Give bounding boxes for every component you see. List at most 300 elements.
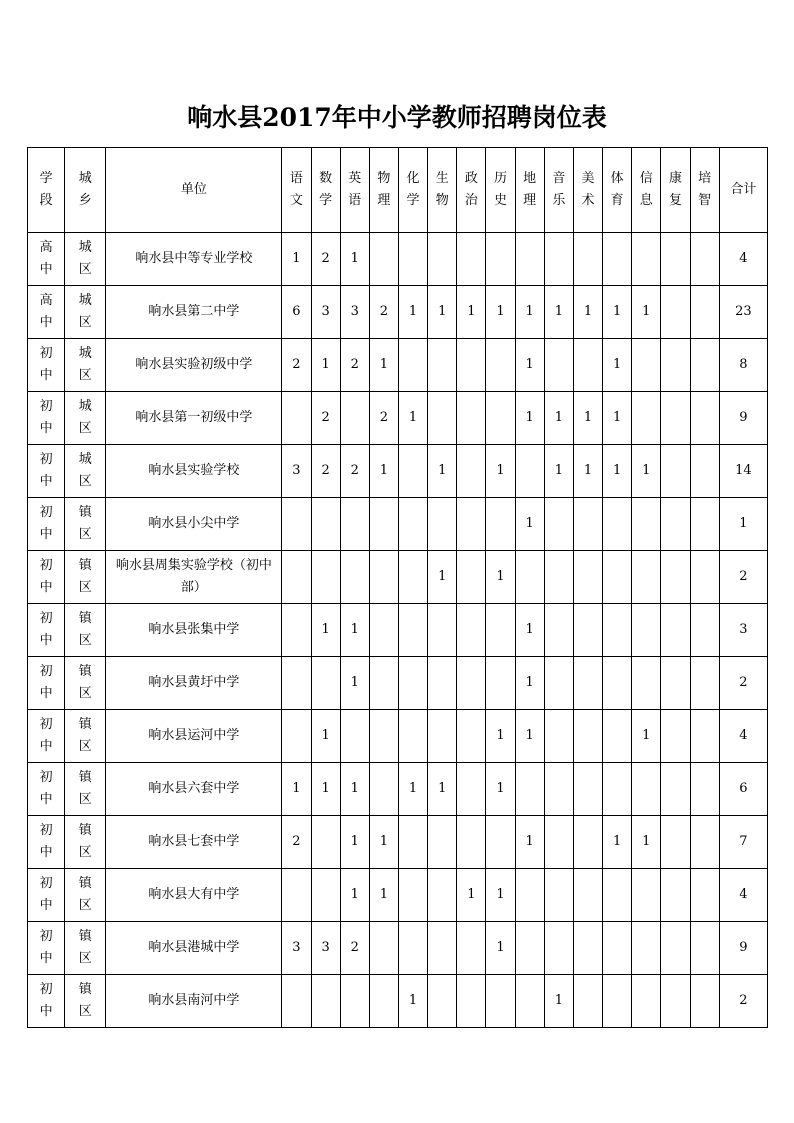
table-row: [28, 233, 768, 286]
table-cell: [428, 392, 457, 445]
table-cell: 初中: [28, 975, 65, 1028]
column-header: 语文: [282, 148, 311, 233]
table-cell: [282, 975, 311, 1028]
table-cell: [690, 445, 719, 498]
table-cell: 城区: [65, 339, 106, 392]
table-cell: 1: [282, 233, 311, 286]
table-cell: 3: [340, 286, 369, 339]
table-cell: [515, 233, 544, 286]
table-cell: [632, 392, 661, 445]
table-cell: 1: [603, 445, 632, 498]
unit-cell: 响水县七套中学: [106, 816, 282, 869]
table-cell: 初中: [28, 922, 65, 975]
unit-cell: 响水县第一初级中学: [106, 392, 282, 445]
table-cell: 初中: [28, 551, 65, 604]
table-cell: [544, 498, 573, 551]
table-row: [28, 657, 768, 710]
table-cell: 初中: [28, 498, 65, 551]
table-cell: [282, 604, 311, 657]
table-cell: 1: [603, 392, 632, 445]
table-cell: [603, 233, 632, 286]
table-cell: 1: [340, 657, 369, 710]
table-cell: [398, 710, 427, 763]
table-cell: [573, 816, 602, 869]
table-cell: [573, 763, 602, 816]
table-cell: [311, 551, 340, 604]
table-cell: [632, 233, 661, 286]
table-cell: 1: [428, 445, 457, 498]
table-cell: 1: [340, 233, 369, 286]
table-cell: [661, 922, 690, 975]
column-header: 美术: [573, 148, 602, 233]
table-cell: 1: [573, 392, 602, 445]
table-cell: [661, 498, 690, 551]
table-cell: [340, 710, 369, 763]
unit-cell: 响水县大有中学: [106, 869, 282, 922]
table-cell: [457, 975, 486, 1028]
table-cell: [398, 922, 427, 975]
table-cell: 初中: [28, 816, 65, 869]
table-cell: 高中: [28, 233, 65, 286]
table-cell: 城区: [65, 445, 106, 498]
table-cell: 镇区: [65, 604, 106, 657]
table-cell: [632, 922, 661, 975]
table-cell: [573, 498, 602, 551]
table-cell: 1: [486, 763, 515, 816]
table-cell: [457, 445, 486, 498]
table-cell: [457, 657, 486, 710]
table-cell: 1: [486, 710, 515, 763]
table-row: [28, 286, 768, 339]
table-cell: 1: [632, 286, 661, 339]
table-cell: [573, 922, 602, 975]
table-row: [28, 816, 768, 869]
table-cell: 1: [632, 445, 661, 498]
table-cell: 2: [311, 392, 340, 445]
unit-cell: 响水县黄圩中学: [106, 657, 282, 710]
table-cell: [369, 922, 398, 975]
unit-cell: 响水县南河中学: [106, 975, 282, 1028]
table-cell: [515, 975, 544, 1028]
table-cell: [428, 710, 457, 763]
table-cell: [661, 339, 690, 392]
table-cell: 2: [369, 286, 398, 339]
table-cell: [369, 763, 398, 816]
table-cell: [398, 816, 427, 869]
table-cell: 8: [719, 339, 767, 392]
table-cell: [398, 233, 427, 286]
table-cell: 2: [311, 445, 340, 498]
unit-cell: 响水县张集中学: [106, 604, 282, 657]
table-cell: [457, 339, 486, 392]
table-cell: 1: [369, 339, 398, 392]
table-cell: [544, 657, 573, 710]
table-cell: [690, 710, 719, 763]
table-cell: [690, 551, 719, 604]
table-row: [28, 604, 768, 657]
table-cell: [661, 604, 690, 657]
table-cell: [457, 551, 486, 604]
table-cell: 1: [486, 922, 515, 975]
table-cell: [661, 975, 690, 1028]
table-cell: [661, 551, 690, 604]
table-cell: 1: [603, 816, 632, 869]
table-cell: [544, 922, 573, 975]
table-cell: 7: [719, 816, 767, 869]
table-cell: [369, 604, 398, 657]
table-cell: [515, 763, 544, 816]
table-cell: 1: [311, 604, 340, 657]
table-cell: [486, 975, 515, 1028]
table-cell: [544, 869, 573, 922]
table-cell: [690, 975, 719, 1028]
column-header: 单位: [106, 148, 282, 233]
table-cell: [457, 710, 486, 763]
table-cell: 城区: [65, 392, 106, 445]
table-cell: [340, 551, 369, 604]
table-cell: [428, 498, 457, 551]
table-cell: [457, 816, 486, 869]
table-cell: 2: [719, 551, 767, 604]
table-cell: 城区: [65, 233, 106, 286]
table-cell: 2: [282, 816, 311, 869]
table-cell: [632, 657, 661, 710]
table-cell: [690, 763, 719, 816]
table-cell: [632, 551, 661, 604]
table-cell: [690, 498, 719, 551]
table-cell: 1: [398, 286, 427, 339]
column-header: 学段: [28, 148, 65, 233]
table-cell: 镇区: [65, 816, 106, 869]
table-cell: 23: [719, 286, 767, 339]
table-cell: 2: [340, 445, 369, 498]
table-cell: [544, 763, 573, 816]
unit-cell: 响水县实验初级中学: [106, 339, 282, 392]
table-cell: [544, 604, 573, 657]
unit-cell: 响水县周集实验学校（初中部）: [106, 551, 282, 604]
column-header: 化学: [398, 148, 427, 233]
table-cell: 1: [486, 445, 515, 498]
header-row: [28, 148, 768, 233]
table-cell: [573, 710, 602, 763]
table-cell: [661, 392, 690, 445]
column-header: 培智: [690, 148, 719, 233]
table-cell: [311, 816, 340, 869]
unit-cell: 响水县第二中学: [106, 286, 282, 339]
table-row: [28, 975, 768, 1028]
table-cell: 1: [573, 445, 602, 498]
table-cell: [486, 233, 515, 286]
table-cell: 2: [719, 657, 767, 710]
table-cell: [661, 233, 690, 286]
table-cell: 镇区: [65, 922, 106, 975]
table-cell: [428, 816, 457, 869]
unit-cell: 响水县中等专业学校: [106, 233, 282, 286]
table-cell: 3: [282, 922, 311, 975]
table-cell: [282, 551, 311, 604]
table-cell: [398, 498, 427, 551]
table-cell: [398, 604, 427, 657]
table-cell: 初中: [28, 392, 65, 445]
table-cell: [369, 710, 398, 763]
unit-cell: 响水县港城中学: [106, 922, 282, 975]
table-cell: 1: [515, 710, 544, 763]
column-header: 生物: [428, 148, 457, 233]
table-cell: [690, 286, 719, 339]
table-cell: 1: [369, 869, 398, 922]
table-cell: [690, 869, 719, 922]
table-cell: [603, 657, 632, 710]
table-cell: [398, 445, 427, 498]
column-header: 体育: [603, 148, 632, 233]
table-cell: 高中: [28, 286, 65, 339]
table-cell: 1: [632, 816, 661, 869]
table-cell: 1: [632, 710, 661, 763]
table-cell: [428, 233, 457, 286]
table-cell: 14: [719, 445, 767, 498]
table-cell: [661, 869, 690, 922]
table-row: [28, 392, 768, 445]
table-cell: 1: [603, 339, 632, 392]
table-cell: 镇区: [65, 498, 106, 551]
table-cell: 1: [398, 763, 427, 816]
table-cell: [661, 763, 690, 816]
column-header: 地理: [515, 148, 544, 233]
table-cell: [311, 657, 340, 710]
table-cell: [369, 233, 398, 286]
table-cell: [428, 604, 457, 657]
table-cell: [515, 869, 544, 922]
table-cell: 初中: [28, 869, 65, 922]
table-cell: 1: [457, 869, 486, 922]
column-header: 英语: [340, 148, 369, 233]
table-cell: [515, 922, 544, 975]
table-cell: 镇区: [65, 657, 106, 710]
table-cell: 1: [282, 763, 311, 816]
table-cell: [282, 710, 311, 763]
table-row: [28, 445, 768, 498]
table-cell: [632, 339, 661, 392]
table-cell: [661, 816, 690, 869]
table-cell: 3: [719, 604, 767, 657]
table-cell: 1: [428, 286, 457, 339]
table-cell: 6: [719, 763, 767, 816]
table-cell: [398, 657, 427, 710]
table-cell: [457, 763, 486, 816]
table-cell: [573, 233, 602, 286]
table-cell: 1: [369, 445, 398, 498]
table-cell: 1: [486, 551, 515, 604]
table-cell: [632, 498, 661, 551]
table-cell: 镇区: [65, 975, 106, 1028]
table-cell: 初中: [28, 710, 65, 763]
table-cell: [486, 657, 515, 710]
table-cell: 1: [428, 763, 457, 816]
table-cell: 1: [515, 604, 544, 657]
table-cell: [311, 975, 340, 1028]
unit-cell: 响水县小尖中学: [106, 498, 282, 551]
table-row: [28, 498, 768, 551]
table-cell: [457, 233, 486, 286]
table-cell: [690, 339, 719, 392]
table-cell: 2: [282, 339, 311, 392]
table-cell: 6: [282, 286, 311, 339]
table-cell: [603, 551, 632, 604]
table-cell: [428, 339, 457, 392]
table-cell: 1: [398, 392, 427, 445]
table-cell: [690, 233, 719, 286]
table-row: [28, 551, 768, 604]
table-cell: [369, 498, 398, 551]
table-cell: [428, 657, 457, 710]
table-cell: [428, 869, 457, 922]
table-cell: [311, 498, 340, 551]
table-cell: [603, 604, 632, 657]
table-cell: [632, 763, 661, 816]
table-cell: [457, 604, 486, 657]
table-row: [28, 922, 768, 975]
table-cell: [690, 604, 719, 657]
table-cell: 1: [515, 286, 544, 339]
table-cell: [544, 233, 573, 286]
table-cell: 初中: [28, 339, 65, 392]
column-header: 城乡: [65, 148, 106, 233]
table-cell: 1: [544, 975, 573, 1028]
table-body: [28, 233, 768, 1028]
table-row: [28, 869, 768, 922]
table-cell: 1: [311, 710, 340, 763]
table-cell: 1: [515, 498, 544, 551]
column-header: 物理: [369, 148, 398, 233]
table-cell: [398, 869, 427, 922]
table-cell: [632, 604, 661, 657]
table-cell: [661, 445, 690, 498]
table-cell: 3: [311, 922, 340, 975]
table-cell: [573, 551, 602, 604]
table-cell: 1: [486, 869, 515, 922]
table-cell: [690, 922, 719, 975]
table-cell: 1: [544, 392, 573, 445]
table-cell: 1: [515, 339, 544, 392]
table-cell: [282, 869, 311, 922]
table-cell: 1: [311, 763, 340, 816]
table-cell: [544, 816, 573, 869]
table-cell: 4: [719, 233, 767, 286]
column-header: 康复: [661, 148, 690, 233]
column-header: 信息: [632, 148, 661, 233]
table-cell: 1: [340, 763, 369, 816]
table-cell: 1: [340, 869, 369, 922]
table-cell: [428, 975, 457, 1028]
table-cell: 2: [369, 392, 398, 445]
column-header: 历史: [486, 148, 515, 233]
table-cell: [340, 975, 369, 1028]
table-cell: [369, 657, 398, 710]
table-cell: [457, 392, 486, 445]
table-cell: [603, 975, 632, 1028]
page-title: 响水县2017年中小学教师招聘岗位表: [187, 103, 607, 132]
table-cell: [573, 339, 602, 392]
table-cell: [573, 869, 602, 922]
table-cell: 1: [719, 498, 767, 551]
table-cell: 1: [544, 445, 573, 498]
table-cell: [603, 922, 632, 975]
table-cell: 2: [719, 975, 767, 1028]
table-cell: 1: [544, 286, 573, 339]
table-cell: 初中: [28, 445, 65, 498]
table-cell: 9: [719, 922, 767, 975]
table-cell: [603, 869, 632, 922]
table-cell: [340, 392, 369, 445]
table-cell: [486, 392, 515, 445]
table-cell: 镇区: [65, 710, 106, 763]
table-row: [28, 710, 768, 763]
table-cell: [573, 657, 602, 710]
table-cell: 镇区: [65, 551, 106, 604]
table-cell: [515, 445, 544, 498]
table-cell: [457, 922, 486, 975]
table-cell: [515, 551, 544, 604]
table-cell: [282, 657, 311, 710]
table-cell: [544, 710, 573, 763]
table-row: [28, 339, 768, 392]
table-cell: 4: [719, 710, 767, 763]
table-cell: [486, 339, 515, 392]
table-cell: [573, 975, 602, 1028]
unit-cell: 响水县运河中学: [106, 710, 282, 763]
table-cell: 1: [428, 551, 457, 604]
table-cell: 1: [398, 975, 427, 1028]
table-cell: [603, 498, 632, 551]
table-cell: [369, 975, 398, 1028]
table-cell: 1: [515, 816, 544, 869]
table-cell: 9: [719, 392, 767, 445]
table-cell: [340, 498, 369, 551]
column-header: 政治: [457, 148, 486, 233]
table-cell: [311, 869, 340, 922]
table-cell: 1: [340, 816, 369, 869]
table-row: [28, 763, 768, 816]
table-cell: 城区: [65, 286, 106, 339]
table-cell: [661, 657, 690, 710]
table-cell: [398, 551, 427, 604]
table-cell: 初中: [28, 763, 65, 816]
table-cell: [690, 657, 719, 710]
table-cell: [486, 498, 515, 551]
column-header: 音乐: [544, 148, 573, 233]
table-cell: [661, 286, 690, 339]
column-header: 合计: [719, 148, 767, 233]
table-cell: 1: [457, 286, 486, 339]
table-cell: [632, 975, 661, 1028]
table-header: [28, 148, 768, 233]
table-cell: 镇区: [65, 869, 106, 922]
table-cell: 镇区: [65, 763, 106, 816]
table-cell: [457, 498, 486, 551]
table-cell: [632, 869, 661, 922]
table-cell: 3: [311, 286, 340, 339]
table-cell: [369, 551, 398, 604]
table-cell: [428, 922, 457, 975]
table-cell: [690, 392, 719, 445]
table-cell: 1: [573, 286, 602, 339]
table-cell: 1: [311, 339, 340, 392]
table-cell: 2: [311, 233, 340, 286]
table-cell: 初中: [28, 604, 65, 657]
table-cell: 2: [340, 922, 369, 975]
table-cell: [398, 339, 427, 392]
table-cell: 1: [486, 286, 515, 339]
